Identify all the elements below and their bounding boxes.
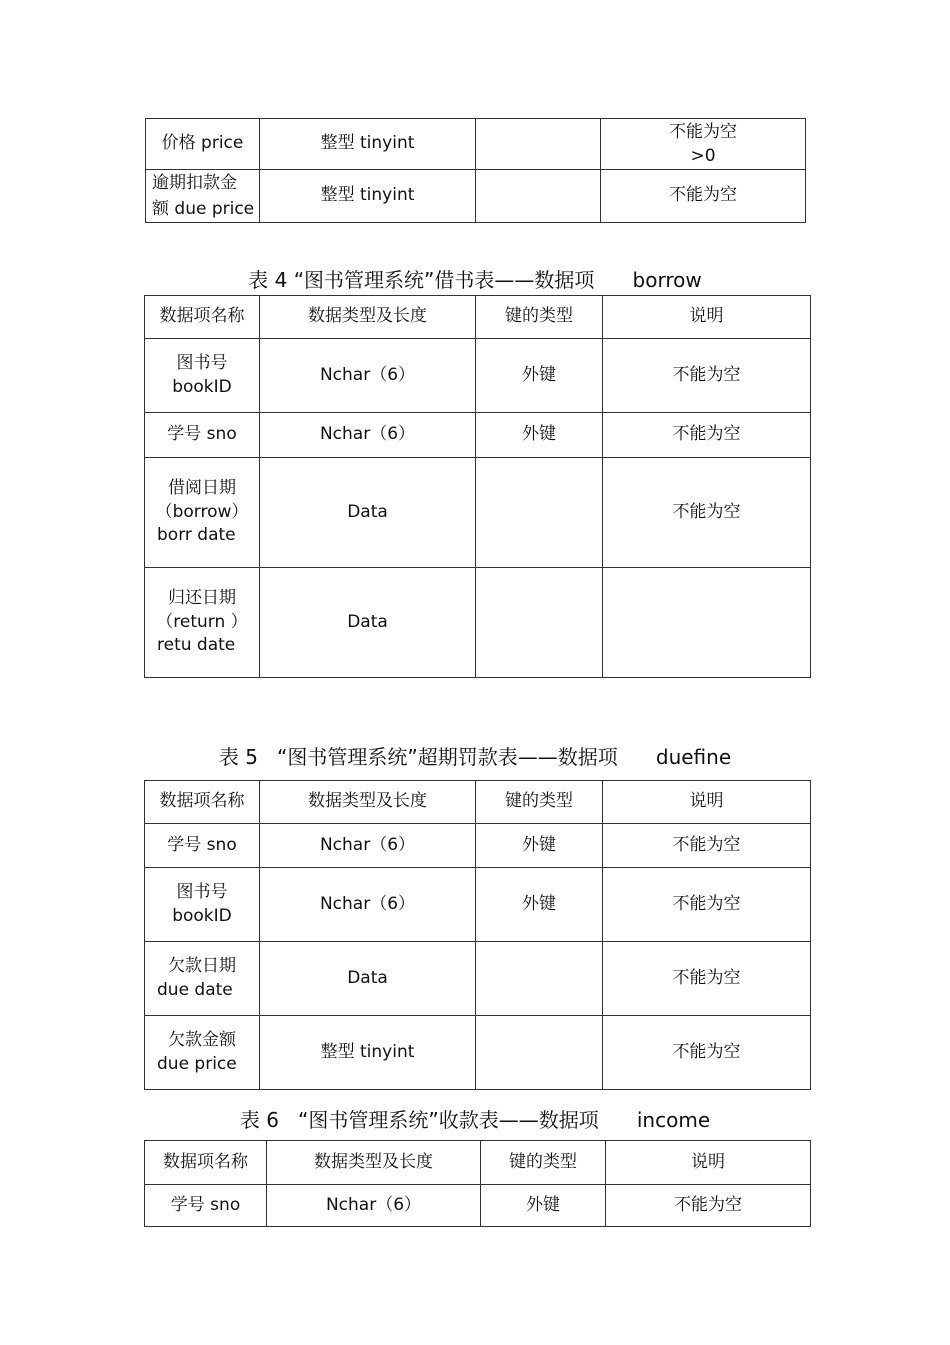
name-line: bookID xyxy=(172,905,232,926)
field-note xyxy=(601,119,806,170)
field-key xyxy=(476,942,603,1016)
table-header-row xyxy=(145,1141,811,1185)
note-line: 不能为空 xyxy=(669,122,737,142)
name-line: 借阅日期 xyxy=(168,477,236,498)
field-type: 整型 tinyint xyxy=(260,119,476,170)
field-note: 不能为空 xyxy=(603,1016,811,1090)
name-line: （borrow） xyxy=(155,501,249,522)
name-line: retu date xyxy=(157,635,236,656)
table-row xyxy=(145,413,811,458)
table-row xyxy=(145,824,811,868)
field-note: 不能为空 xyxy=(603,458,811,568)
header-note: 说明 xyxy=(603,296,811,339)
field-key xyxy=(476,568,603,678)
table-4-caption: 表 4 “图书管理系统”借书表——数据项 borrow xyxy=(248,268,702,292)
header-type: 数据类型及长度 xyxy=(260,781,476,824)
field-name xyxy=(145,339,260,413)
field-name: 学号 sno xyxy=(145,824,260,868)
header-name: 数据项名称 xyxy=(145,1141,267,1185)
field-note: 不能为空 xyxy=(603,339,811,413)
name-line: 图书号 xyxy=(176,881,228,902)
field-key xyxy=(476,119,601,170)
table-3-tail xyxy=(145,118,806,223)
field-key: 外键 xyxy=(476,413,603,458)
field-note: 不能为空 xyxy=(601,170,806,223)
name-line: 归还日期 xyxy=(168,587,236,608)
field-name: 价格 price xyxy=(146,119,260,170)
field-key xyxy=(476,458,603,568)
field-type: 整型 tinyint xyxy=(260,170,476,223)
name-line: 额 due price xyxy=(152,199,255,219)
field-key: 外键 xyxy=(476,339,603,413)
field-type: Nchar（6） xyxy=(267,1185,481,1227)
field-type: Nchar（6） xyxy=(260,824,476,868)
field-type: Nchar（6） xyxy=(260,339,476,413)
name-line: 欠款金额 xyxy=(168,1029,236,1050)
table-row xyxy=(145,458,811,568)
name-line: borr date xyxy=(157,525,236,546)
header-key: 键的类型 xyxy=(481,1141,606,1185)
table-5-caption: 表 5 “图书管理系统”超期罚款表——数据项 duefine xyxy=(218,745,732,769)
field-note: 不能为空 xyxy=(603,942,811,1016)
field-type: Data xyxy=(260,458,476,568)
header-type: 数据类型及长度 xyxy=(267,1141,481,1185)
field-name xyxy=(145,1016,260,1090)
field-type: Nchar（6） xyxy=(260,868,476,942)
field-note: 不能为空 xyxy=(606,1185,811,1227)
header-note: 说明 xyxy=(606,1141,811,1185)
field-type: Nchar（6） xyxy=(260,413,476,458)
field-name xyxy=(145,868,260,942)
name-line: bookID xyxy=(172,376,232,397)
table-row xyxy=(145,568,811,678)
field-type: 整型 tinyint xyxy=(260,1016,476,1090)
name-line: due date xyxy=(157,979,233,1000)
table-row xyxy=(145,868,811,942)
table-5 xyxy=(144,780,811,1090)
table-row xyxy=(146,119,806,170)
table-row xyxy=(145,1185,811,1227)
table-6 xyxy=(144,1140,811,1227)
header-type: 数据类型及长度 xyxy=(260,296,476,339)
field-key xyxy=(476,1016,603,1090)
note-line: >0 xyxy=(690,146,716,166)
header-note: 说明 xyxy=(603,781,811,824)
header-name: 数据项名称 xyxy=(145,296,260,339)
table-row xyxy=(145,339,811,413)
name-line: 图书号 xyxy=(176,352,228,373)
field-key: 外键 xyxy=(476,824,603,868)
field-key: 外键 xyxy=(481,1185,606,1227)
field-note: 不能为空 xyxy=(603,824,811,868)
name-line: 欠款日期 xyxy=(168,955,236,976)
name-line: （return ） xyxy=(156,611,248,632)
field-name: 学号 sno xyxy=(145,413,260,458)
name-line: due price xyxy=(157,1053,237,1074)
field-type: Data xyxy=(260,568,476,678)
table-6-caption: 表 6 “图书管理系统”收款表——数据项 income xyxy=(239,1108,711,1132)
table-header-row xyxy=(145,296,811,339)
table-header-row xyxy=(145,781,811,824)
table-4 xyxy=(144,295,811,678)
table-row xyxy=(145,942,811,1016)
field-name xyxy=(145,568,260,678)
field-note: 不能为空 xyxy=(603,868,811,942)
header-key: 键的类型 xyxy=(476,296,603,339)
field-name xyxy=(145,942,260,1016)
field-name xyxy=(146,170,260,223)
name-line: 逾期扣款金 xyxy=(152,173,237,193)
field-name: 学号 sno xyxy=(145,1185,267,1227)
table-row xyxy=(145,1016,811,1090)
header-name: 数据项名称 xyxy=(145,781,260,824)
field-note: 不能为空 xyxy=(603,413,811,458)
field-key: 外键 xyxy=(476,868,603,942)
table-row xyxy=(146,170,806,223)
field-type: Data xyxy=(260,942,476,1016)
header-key: 键的类型 xyxy=(476,781,603,824)
field-key xyxy=(476,170,601,223)
field-name xyxy=(145,458,260,568)
field-note xyxy=(603,568,811,678)
